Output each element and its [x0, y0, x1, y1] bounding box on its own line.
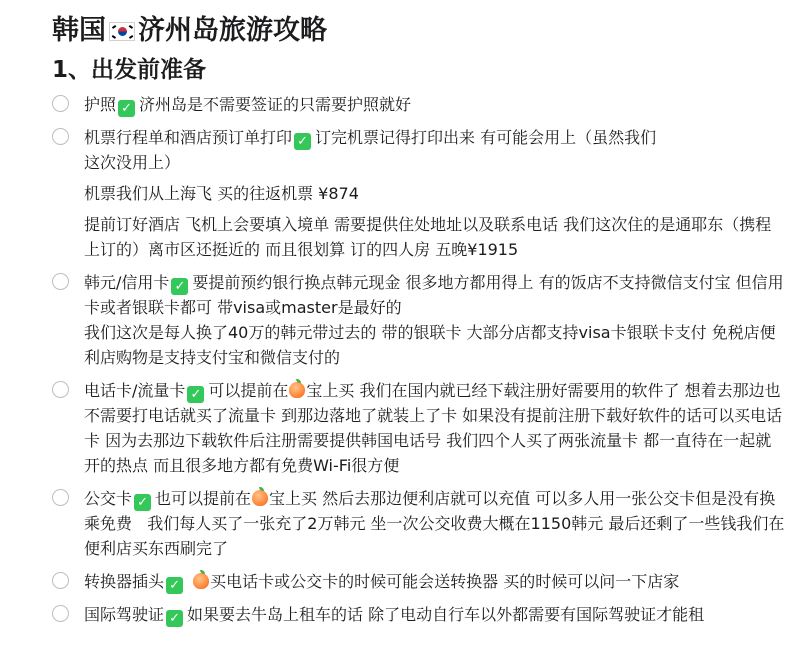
item-text-continued: 宝上买 我们在国内就已经下载注册好需要用的软件了 想着去那边也不需要打电话就买了流量卡 到那边落地了就装上了卡 如果没有提前注册下载好软件的话可以买电话卡 因为去那边下载软件后注册需要提供韩国电话号 我们四个人买了两张流量卡 都一直待在一起就开的热点 而且很多地方都有免费Wi-Fi很方便 — [84, 381, 783, 475]
item-text: 要提前预约银行换点韩元现金 很多地方都用得上 有的饭店不支持微信支付宝 但信用卡或者银联卡都可 带visa或master是最好的 — [84, 273, 784, 317]
item-text: 订完机票记得打印出来 有可能会用上（虽然我们 — [315, 128, 657, 147]
checklist-text — [84, 378, 785, 478]
checklist-item-driving-permit — [52, 602, 785, 627]
title-text-end: 济州岛旅游攻略 — [138, 15, 327, 46]
checklist-text — [84, 270, 785, 320]
item-label: 国际驾驶证 — [84, 605, 165, 624]
item-label: 护照 — [84, 95, 117, 114]
checklist-item-passport — [52, 92, 785, 117]
item-text: 也可以提前在 — [155, 489, 252, 508]
checklist-text — [84, 125, 785, 175]
check-mark-icon: ✓ — [294, 133, 311, 150]
item-label: 机票行程单和酒店预订单打印 — [84, 128, 293, 147]
item-text: 可以提前在 — [208, 381, 289, 400]
title-text-start: 韩国 — [52, 15, 106, 46]
peach-icon — [193, 573, 209, 589]
checklist-checkbox[interactable] — [52, 128, 69, 145]
checklist-text — [84, 569, 785, 594]
page-title — [52, 12, 785, 50]
south-korea-flag-icon — [109, 22, 135, 41]
sub-paragraph: 提前订好酒店 飞机上会要填入境单 需要提供住处地址以及联系电话 我们这次住的是通耶东（携程上订的）离市区还挺近的 而且很划算 订的四人房 五晚¥1915 — [84, 215, 772, 259]
checklist-checkbox[interactable] — [52, 273, 69, 290]
peach-icon — [252, 490, 268, 506]
checklist-item-transit-card — [52, 486, 785, 561]
checklist-text — [84, 92, 785, 117]
checklist-checkbox[interactable] — [52, 572, 69, 589]
checklist-checkbox[interactable] — [52, 489, 69, 506]
item-text: 如果要去牛岛上租车的话 除了电动自行车以外都需要有国际驾驶证才能租 — [187, 605, 705, 624]
item-text: 济州岛是不需要签证的只需要护照就好 — [139, 95, 412, 114]
checklist-item-adapter — [52, 569, 785, 594]
checklist-checkbox[interactable] — [52, 95, 69, 112]
section-heading: 1、出发前准备 — [52, 57, 207, 83]
item-label: 转换器插头 — [84, 572, 165, 591]
peach-icon — [289, 382, 305, 398]
checklist-item-tickets-hotel — [52, 125, 785, 262]
item-label: 电话卡/流量卡 — [84, 381, 186, 400]
check-mark-icon: ✓ — [166, 577, 183, 594]
item-text-continued: 宝上买 然后去那边便利店就可以充值 可以多人用一张公交卡但是没有换乘免费 我们每人买了一张充了2万韩元 坐一次公交收费大概在1150韩元 最后还剩了一些钱我们在便利店买东西刷完了 — [84, 489, 785, 558]
check-mark-icon: ✓ — [134, 494, 151, 511]
item-text-continued: 这次没用上） — [84, 153, 181, 172]
check-mark-icon: ✓ — [166, 610, 183, 627]
checklist-checkbox[interactable] — [52, 381, 69, 398]
checklist-item-currency — [52, 270, 785, 370]
checklist-checkbox[interactable] — [52, 605, 69, 622]
checklist-item-sim-card — [52, 378, 785, 478]
check-mark-icon: ✓ — [118, 100, 135, 117]
item-label: 韩元/信用卡 — [84, 273, 170, 292]
checklist-text — [84, 486, 785, 561]
sub-paragraph: 我们这次是每人换了40万的韩元带过去的 带的银联卡 大部分店都支持visa卡银联卡支付 免税店便利店购物是支持支付宝和微信支付的 — [84, 323, 776, 367]
check-mark-icon: ✓ — [187, 386, 204, 403]
check-mark-icon: ✓ — [171, 278, 188, 295]
item-label: 公交卡 — [84, 489, 133, 508]
checklist-text — [84, 602, 785, 627]
item-text: 买电话卡或公交卡的时候可能会送转换器 买的时候可以问一下店家 — [210, 572, 680, 591]
sub-paragraph: 机票我们从上海飞 买的往返机票 ¥874 — [84, 184, 359, 203]
